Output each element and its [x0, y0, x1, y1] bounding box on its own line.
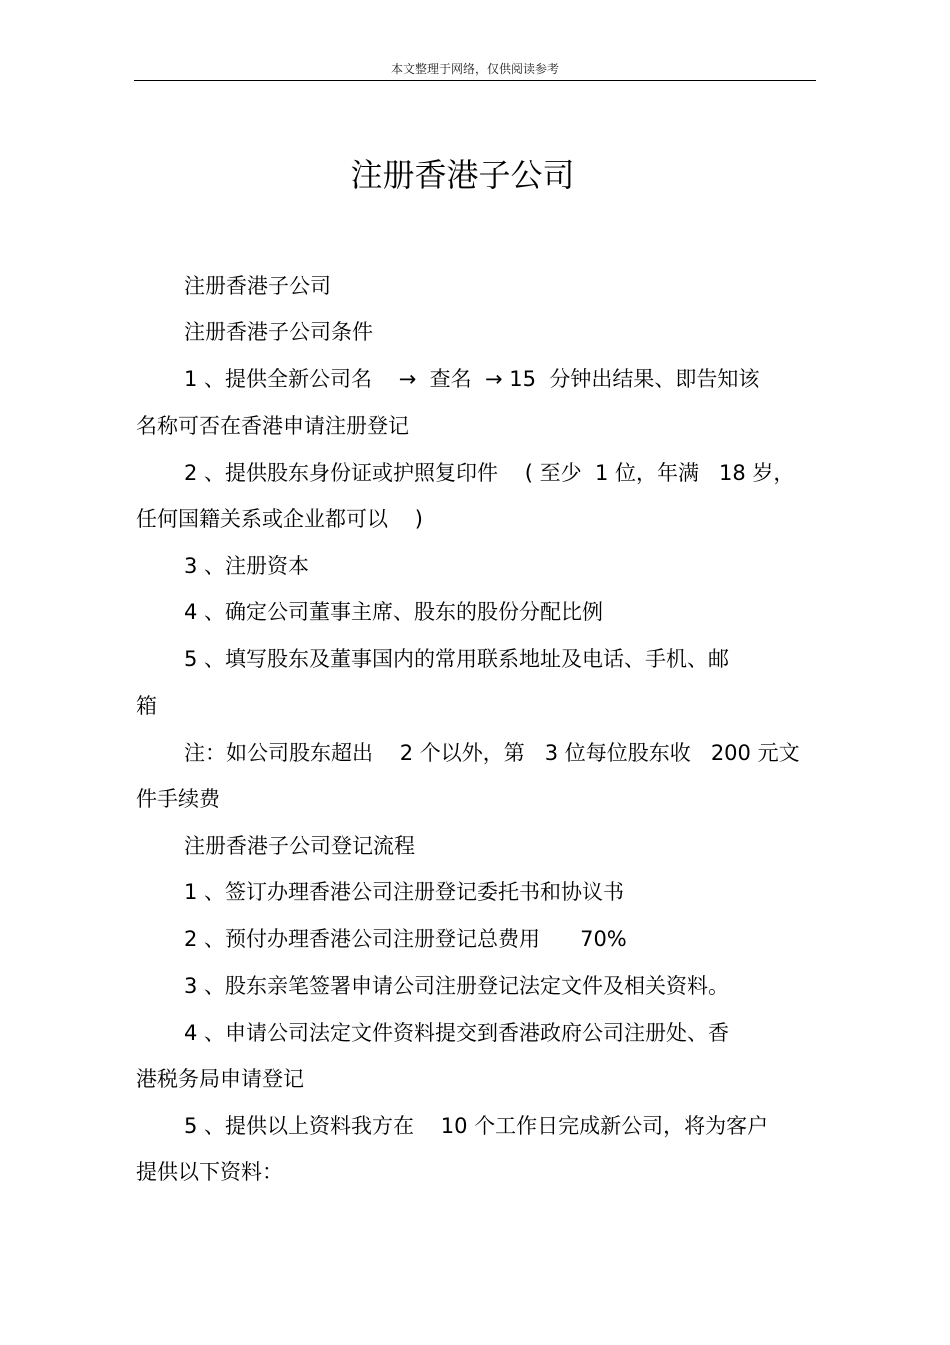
- paragraph-line: 2 、预付办理香港公司注册登记总费用 70%: [184, 927, 627, 951]
- paragraph-line: 任何国籍关系或企业都可以 ): [136, 507, 423, 531]
- paragraph-line: 注册香港子公司登记流程: [184, 834, 415, 858]
- paragraph-line: 5 、提供以上资料我方在 10 个工作日完成新公司，将为客户: [184, 1114, 769, 1138]
- header-text: 本文整理于网络，仅供阅读参考: [390, 62, 559, 76]
- paragraph-line: 名称可否在香港申请注册登记: [136, 414, 409, 438]
- paragraph-line: 3 、注册资本: [184, 554, 310, 578]
- paragraph-line: 注：如公司股东超出 2 个以外，第 3 位每位股东收 200 元文: [184, 741, 800, 765]
- document-title: 注册香港子公司: [350, 156, 575, 194]
- paragraph-line: 提供以下资料：: [136, 1160, 283, 1184]
- paragraph-line: 注册香港子公司条件: [184, 320, 373, 344]
- paragraph-line: 4 、申请公司法定文件资料提交到香港政府公司注册处、香: [184, 1021, 730, 1045]
- paragraph-line: 注册香港子公司: [184, 274, 331, 298]
- paragraph-line: 3 、股东亲笔签署申请公司注册登记法定文件及相关资料。: [184, 974, 730, 998]
- paragraph-line: 1 、提供全新公司名 → 查名 → 15 分钟出结果、即告知该: [184, 367, 760, 391]
- paragraph-line: 件手续费: [136, 787, 220, 811]
- paragraph-line: 港税务局申请登记: [136, 1067, 304, 1091]
- paragraph-line: 1 、签订办理香港公司注册登记委托书和协议书: [184, 880, 625, 904]
- paragraph-line: 2 、提供股东身份证或护照复印件 ( 至少 1 位，年满 18 岁，: [184, 461, 795, 485]
- paragraph-line: 4 、确定公司董事主席、股东的股份分配比例: [184, 600, 604, 624]
- header-divider: [134, 80, 816, 81]
- paragraph-line: 5 、填写股东及董事国内的常用联系地址及电话、手机、邮: [184, 647, 730, 671]
- paragraph-line: 箱: [136, 694, 157, 718]
